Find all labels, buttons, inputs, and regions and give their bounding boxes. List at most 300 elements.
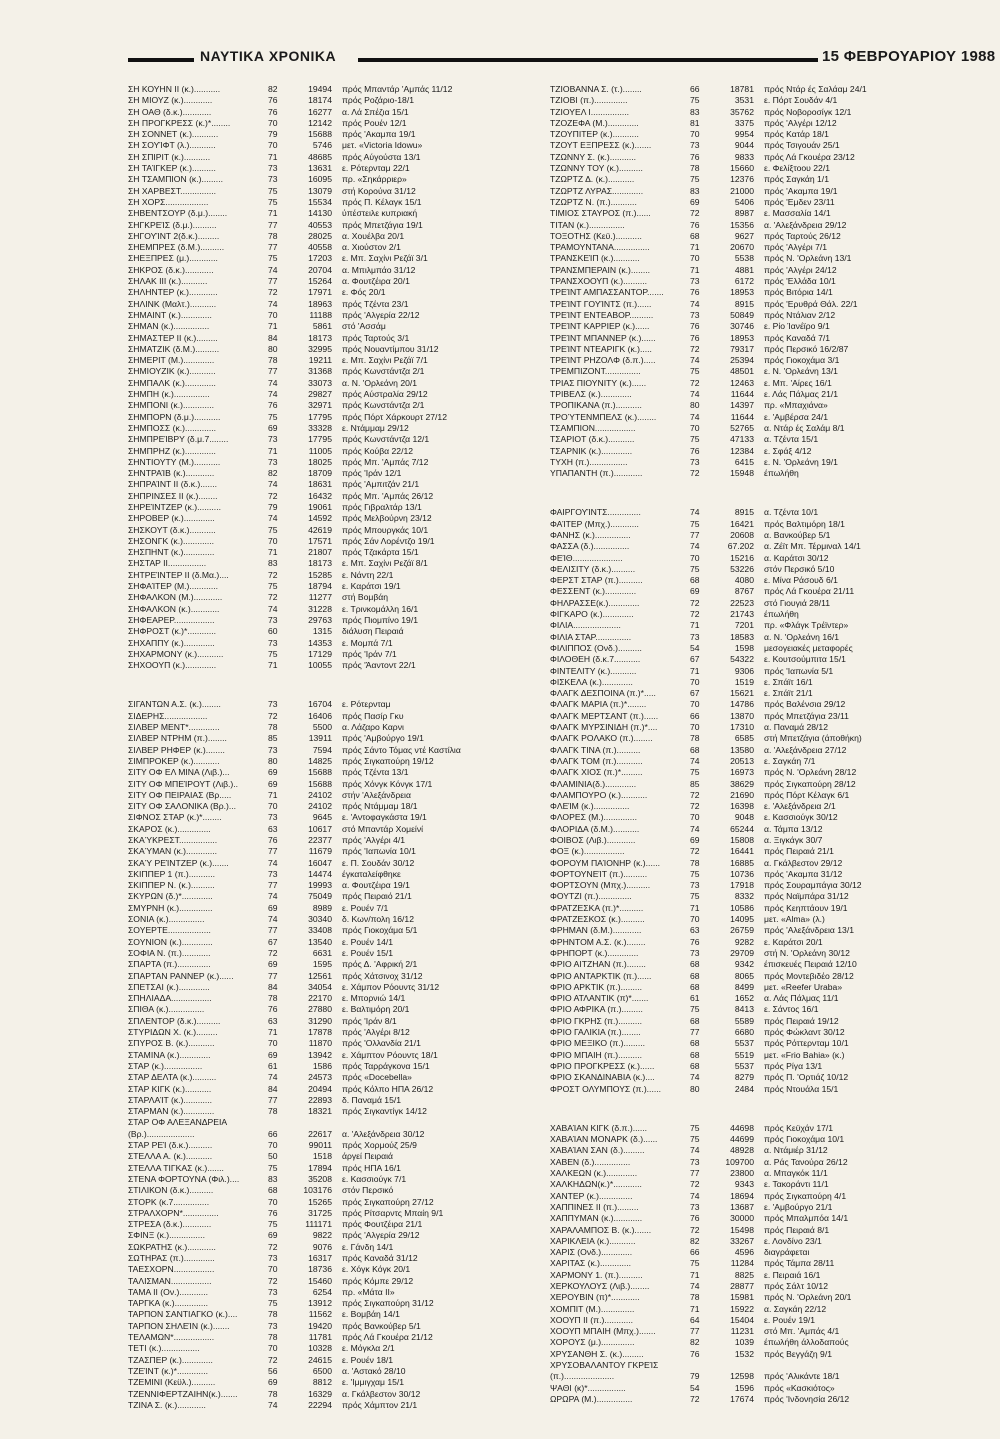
ship-row <box>128 722 528 733</box>
tonnage: 15621 <box>730 688 754 699</box>
ship-name: ΧΑΒΑΊΑΝ ΜΟΝΑΡΚ (δ.)...... <box>550 1134 658 1145</box>
build-year: 75 <box>268 253 278 264</box>
ship-name: ΦΡΙΟ ΑΙΤΖΗΑΝ (π.)........ <box>550 959 646 970</box>
ship-row <box>550 265 950 276</box>
ship-row <box>128 242 528 253</box>
ship-row <box>550 756 950 767</box>
tonnage: 5537 <box>734 1038 754 1049</box>
ship-status: πρός Σουραμπάγια 30/12 <box>764 880 862 891</box>
ship-status: πρ. «Μπαχιάνα» <box>764 400 828 411</box>
ship-row <box>128 479 528 490</box>
ship-row <box>128 1151 528 1162</box>
ship-status: πρός Φουτζέιρα 21/1 <box>342 1219 423 1230</box>
ship-status: ε. 'Αλεξάνδρεια 2/1 <box>764 801 836 812</box>
ship-name: ΣΗ ΧΑΡΒΕΣΤ............... <box>128 185 216 196</box>
ship-status: πρός Μπετζάγια 19/1 <box>342 219 423 230</box>
ship-row <box>550 321 950 332</box>
build-year: 73 <box>690 631 700 642</box>
ship-row <box>550 310 950 321</box>
ship-status: πρός Κόλπο ΗΠΑ 26/12 <box>342 1083 434 1094</box>
ship-row <box>550 118 950 129</box>
tonnage: 19993 <box>308 880 332 891</box>
ship-name: ΦΙΣΚΕΛΑ (κ.)............. <box>550 676 633 687</box>
ship-status: πρός Βεγγάζη 9/1 <box>764 1348 832 1359</box>
ship-name: ΦΡΗΝΤΟΜ Α.Σ. (κ.)........ <box>550 936 646 947</box>
ship-status: ε. Χόγκ Κόγκ 20/1 <box>342 1264 411 1275</box>
tonnage: 17203 <box>308 253 332 264</box>
ship-status: πρός 'Αλεξάνδρεια 13/1 <box>764 925 855 936</box>
ship-row <box>550 107 950 118</box>
tonnage: 11679 <box>308 846 332 857</box>
ship-row <box>550 344 950 355</box>
ship-row <box>550 846 950 857</box>
ship-row <box>550 412 950 423</box>
ship-name: ΣΗΜΠΗ (κ.)............... <box>128 389 210 400</box>
build-year: 77 <box>268 925 278 936</box>
ship-name: ΤΕΛΑΜΩΝ*................. <box>128 1332 215 1343</box>
tonnage: 5519 <box>734 1049 754 1060</box>
build-year: 63 <box>268 823 278 834</box>
ship-status: πρός Ρίτσαρντς Μπαίη 9/1 <box>342 1207 444 1218</box>
build-year: 69 <box>268 1377 278 1388</box>
tonnage: 15981 <box>730 1292 754 1303</box>
ship-row <box>550 1123 950 1134</box>
ship-name: ΣΚΥΡΩΝ (δ.)*............. <box>128 891 213 902</box>
ship-name: ΦΟΡΟΥΜ ΠΑΊΟΝΗΡ (κ.)...... <box>550 857 660 868</box>
build-year: 76 <box>690 151 700 162</box>
build-year: 66 <box>690 84 700 94</box>
tonnage: 8767 <box>734 586 754 597</box>
tonnage: 17971 <box>308 287 332 298</box>
ship-row <box>550 140 950 151</box>
ship-status: πρός Σιγκαπούρη 28/12 <box>764 778 856 789</box>
ship-name: ΣΗΛΗΝΤΕΡ (κ.)............ <box>128 287 218 298</box>
tonnage: 4596 <box>734 1247 754 1258</box>
tonnage: 19494 <box>308 84 332 94</box>
ship-status: άργεί Πειραιά <box>342 1151 393 1162</box>
ship-name: ΤΡΙΒΕΛΣ (κ.)............. <box>550 389 632 400</box>
ship-row <box>550 1360 950 1371</box>
tonnage: 10736 <box>730 868 754 879</box>
build-year: 67 <box>268 936 278 947</box>
build-year: 72 <box>268 592 278 603</box>
build-year: 75 <box>690 1134 700 1145</box>
build-year: 68 <box>690 1038 700 1049</box>
build-year: 78 <box>268 722 278 733</box>
build-year: 54 <box>690 1382 700 1393</box>
ship-name: ΤΙΜΙΟΣ ΣΤΑΥΡΟΣ (π.)...... <box>550 208 651 219</box>
build-year: 63 <box>690 925 700 936</box>
tonnage: 11644 <box>730 389 754 400</box>
ship-name: ΣΗ ΚΟΥΗΝ ΙΙ (κ.)........... <box>128 84 221 94</box>
build-year: 77 <box>690 1168 700 1179</box>
ship-row <box>550 1292 950 1303</box>
tonnage: 22523 <box>730 597 754 608</box>
ship-status: α. Λάς Πάλμας 11/1 <box>764 993 839 1004</box>
tonnage: 17894 <box>308 1162 332 1173</box>
ship-status: πρός Κωνστάντζα 12/1 <box>342 434 430 445</box>
ship-row <box>128 1343 528 1354</box>
ship-row <box>128 1027 528 1038</box>
ship-name: ΣΗΣΚΟΥΤ (δ.κ.)........... <box>128 524 216 535</box>
ship-row <box>128 801 528 812</box>
ship-row <box>128 745 528 756</box>
ship-row <box>128 502 528 513</box>
build-year: 75 <box>268 524 278 535</box>
ship-status: πρός Σιγκαπούρη 4/1 <box>764 1190 847 1201</box>
ship-status: α. Ντάρ ές Σαλάμ 8/1 <box>764 422 845 433</box>
ship-status: ε. Νάντη 22/1 <box>342 569 394 580</box>
build-year: 71 <box>268 789 278 800</box>
ship-row <box>550 84 950 95</box>
ship-row <box>128 971 528 982</box>
ship-status: α. Φουτζέιρα 19/1 <box>342 880 410 891</box>
build-year: 74 <box>690 1280 700 1291</box>
build-year: 71 <box>268 151 278 162</box>
ship-row <box>550 937 950 948</box>
ship-row <box>128 733 528 744</box>
ship-row <box>128 858 528 869</box>
build-year: 56 <box>268 1365 278 1376</box>
ship-status: πρός 'Ελλάδα 10/1 <box>764 276 836 287</box>
ship-row <box>128 344 528 355</box>
ship-row <box>550 1304 950 1315</box>
ship-row <box>128 869 528 880</box>
ship-name: ΩΡΩΡΑ (Μ.)............... <box>550 1393 633 1404</box>
ship-name: ΧΑΠΠΙΝΕΣ ΙΙ (π.)......... <box>550 1201 639 1212</box>
tonnage: 16704 <box>308 699 332 710</box>
tonnage: 8915 <box>734 298 754 309</box>
ship-status: πρός Κεηπτάουν 19/1 <box>764 902 848 913</box>
ship-name: ΣΚΑΎΜΑΝ (κ.)............. <box>128 846 218 857</box>
build-year: 71 <box>268 547 278 558</box>
ship-name: ΧΟΟΥΠ ΜΠΑΙΗ (Μπχ.)....... <box>550 1326 656 1337</box>
ship-status: ε. Χάμπον Ρόουντς 31/12 <box>342 981 440 992</box>
ship-name: ΣΤΡΕΣΑ (δ.κ.)............ <box>128 1219 212 1230</box>
ship-status: πρός Πόρτ Κέλαγκ 6/1 <box>764 789 850 800</box>
build-year <box>690 1360 716 1371</box>
build-year: 76 <box>268 1207 278 1218</box>
build-year: 72 <box>268 569 278 580</box>
ship-row <box>550 1236 950 1247</box>
build-year: 76 <box>690 1213 700 1224</box>
ship-row <box>128 129 528 140</box>
ship-row <box>128 982 528 993</box>
build-year: 72 <box>268 1275 278 1286</box>
ship-row <box>550 1145 950 1156</box>
ship-row <box>550 1337 950 1348</box>
ship-row <box>128 1061 528 1072</box>
tonnage: 16441 <box>730 846 754 857</box>
tonnage: 26759 <box>730 925 754 936</box>
tonnage: 9645 <box>312 812 332 823</box>
build-year: 75 <box>690 174 700 185</box>
tonnage <box>294 1117 342 1128</box>
ship-name: ΣΗΜΑΝ (κ.)............... <box>128 321 210 332</box>
build-year: 73 <box>690 947 700 958</box>
ship-status: πρός Ν. 'Ορλεάνη 28/12 <box>764 767 857 778</box>
ship-row <box>550 287 950 298</box>
ship-name: ΧΑΝΤΕΡ (κ.).............. <box>550 1190 633 1201</box>
build-year: 71 <box>690 902 700 913</box>
build-year: 72 <box>268 1241 278 1252</box>
ship-status: πρός Μπετζάγια 23/11 <box>764 710 849 721</box>
ship-row <box>128 163 528 174</box>
ship-name: ΤΖΟΥΠΙΤΕΡ (κ.)........... <box>550 129 639 140</box>
build-year: 76 <box>690 936 700 947</box>
tonnage: 14130 <box>308 208 332 219</box>
tonnage: 1518 <box>312 1151 332 1162</box>
ship-row <box>128 1309 528 1320</box>
ship-name: ΣΗΦΕΑΡΕΡ................. <box>128 614 215 625</box>
tonnage: 44699 <box>730 1134 754 1145</box>
tonnage: 16432 <box>308 490 332 501</box>
left-column <box>128 84 528 1439</box>
ship-name: ΦΛΑΓΚ ΧΙΟΣ (π.)*......... <box>550 767 643 778</box>
ship-row <box>550 1225 950 1236</box>
build-year: 75 <box>690 891 700 902</box>
build-year: 64 <box>690 1314 700 1325</box>
ship-name: ΤΑΕΣΧΟΡΝ................. <box>128 1264 215 1275</box>
tonnage: 8413 <box>734 1004 754 1015</box>
tonnage: 30340 <box>308 914 332 925</box>
build-year: 75 <box>690 767 700 778</box>
build-year: 74 <box>268 298 278 309</box>
ship-status: ε. Λονδίνο 23/1 <box>764 1235 822 1246</box>
tonnage: 1586 <box>312 1060 332 1071</box>
ship-status: ύπέστειλε κυπριακή <box>342 208 418 219</box>
ship-name: ΣΗΠΡΑΊΝΤ ΙΙ (δ.κ.)....... <box>128 479 217 490</box>
ship-name: ΤΖΙΟΥΕΛ Ι................ <box>550 106 630 117</box>
ship-name: ΣΗΓΟΥΊΝΤ 2(δ.κ.)......... <box>128 230 220 241</box>
ship-row <box>128 152 528 163</box>
ship-row <box>550 423 950 434</box>
page-header <box>0 0 1000 80</box>
build-year: 68 <box>690 1060 700 1071</box>
tonnage: 12463 <box>730 377 754 388</box>
tonnage: 15265 <box>308 1196 332 1207</box>
tonnage: 20513 <box>730 755 754 766</box>
ship-status: ε. Ντάμμαμ 29/12 <box>342 422 409 433</box>
build-year: 71 <box>690 620 700 631</box>
ship-name: ΧΑΡΙΣ (Ονδ.)............. <box>550 1247 633 1258</box>
ship-status: πρός Μπ. 'Αμπάς 26/12 <box>342 490 434 501</box>
ship-row <box>550 858 950 869</box>
ship-name: ΦΛΟΡΙΔΑ (δ.Μ.)........... <box>550 823 640 834</box>
build-year: 75 <box>268 648 278 659</box>
ship-status: α. 'Αλεξάνδρεια 29/12 <box>764 219 847 230</box>
ship-status: α. Λά Σπέζια 15/1 <box>342 106 409 117</box>
ship-row <box>550 1383 950 1394</box>
build-year: 67 <box>690 654 700 665</box>
ship-name: ΤΖΙΟΒΑΝΝΑ Σ. (τ.)........ <box>550 84 642 94</box>
tonnage: 14353 <box>308 637 332 648</box>
tonnage: 30746 <box>730 321 754 332</box>
tonnage: 28877 <box>730 1280 754 1291</box>
ship-status: πρός Ρουέν 12/1 <box>342 117 407 128</box>
ship-row <box>128 880 528 891</box>
ship-status: πρός 'Ιαπωνία 5/1 <box>764 665 834 676</box>
tonnage: 47133 <box>730 434 754 445</box>
tonnage: 18321 <box>308 1106 332 1117</box>
ship-status: πρός Λά Γκουέρα 21/12 <box>342 1332 433 1343</box>
ship-status: πρός Δ. 'Αφρική 2/1 <box>342 959 418 970</box>
ship-row <box>550 925 950 936</box>
build-year: 73 <box>690 880 700 891</box>
ship-row <box>128 835 528 846</box>
build-year: 73 <box>268 1286 278 1297</box>
ship-row <box>128 208 528 219</box>
build-year: 71 <box>690 665 700 676</box>
ship-row <box>128 1230 528 1241</box>
ship-row <box>128 891 528 902</box>
build-year: 78 <box>268 1309 278 1320</box>
build-year: 68 <box>690 981 700 992</box>
ship-name: ΣΗΜΠΟΝΙ (κ.)............. <box>128 400 214 411</box>
build-year: 84 <box>268 981 278 992</box>
ship-status: μετ. «Reefer Uraba» <box>764 981 843 992</box>
build-year: 78 <box>268 355 278 366</box>
ship-name: ΦΕΣΣΕΝΤ (κ.)............. <box>550 586 637 597</box>
ship-name: ΤΖΕΜΙΝΙ (Κεϋλ.).......... <box>128 1377 216 1388</box>
ship-status: πρός Πειραιά 8/1 <box>764 1224 830 1235</box>
ship-row <box>128 1050 528 1061</box>
tonnage: 8825 <box>734 1269 754 1280</box>
tonnage: 9833 <box>734 151 754 162</box>
ship-status: α. Μπιλμπάο 31/12 <box>342 264 416 275</box>
ship-status: α. Τζέντα 10/1 <box>764 507 819 518</box>
ship-row <box>128 400 528 411</box>
ship-status: πρός 'Αλγέρι 12/12 <box>764 117 837 128</box>
ship-row <box>128 767 528 778</box>
tonnage: 9076 <box>312 1241 332 1252</box>
tonnage: 22617 <box>308 1128 332 1139</box>
ship-status: πρός ΗΠΑ 16/1 <box>342 1162 401 1173</box>
build-year: 74 <box>268 479 278 490</box>
tonnage: 18583 <box>730 631 754 642</box>
ship-status: πρός Αύστραλία 29/12 <box>342 389 428 400</box>
ship-row <box>128 1004 528 1015</box>
tonnage: 4080 <box>734 575 754 586</box>
ship-row <box>550 197 950 208</box>
build-year: 66 <box>690 1247 700 1258</box>
ship-name: ΧΑΡΙΤΑΣ (κ.)............. <box>550 1258 632 1269</box>
tonnage: 20608 <box>730 529 754 540</box>
ship-status: πρός 'Ιαπωνία 10/1 <box>342 846 416 857</box>
ship-row <box>128 903 528 914</box>
ship-name: ΣΦΙΝΞ (κ.)............... <box>128 1230 205 1241</box>
ship-row <box>550 276 950 287</box>
ship-name: ΣΗΣΤΑΡ ΙΙ................ <box>128 558 207 569</box>
ship-row <box>128 638 528 649</box>
ship-row <box>128 1298 528 1309</box>
tonnage: 17674 <box>730 1393 754 1404</box>
ship-row <box>550 1270 950 1281</box>
ship-row <box>128 581 528 592</box>
ship-status: ε. Μπ. Σαχίνι Ρεζάϊ 7/1 <box>342 355 428 366</box>
ship-name: ΤΡΙΑΣ ΠΙΟΥΝΙΤΥ (κ.)...... <box>550 377 647 388</box>
ship-name: ΤΑΛΙΣΜΑΝ................. <box>128 1275 212 1286</box>
ship-status: πρός Μπαντάρ 'Αμπάς 11/12 <box>342 84 453 94</box>
tonnage: 21690 <box>730 789 754 800</box>
ship-status: ε. Φός 20/1 <box>342 287 386 298</box>
tonnage: 53226 <box>730 563 754 574</box>
ship-name: ΣΟΥΝΙΟΝ (κ.)............. <box>128 936 213 947</box>
ship-status: πρ. «Μάτα ΙΙ» <box>342 1286 395 1297</box>
ship-status: ε. Ν. 'Ορλεάνη 19/1 <box>764 456 838 467</box>
ship-status: ε. Κασσιούγκ 7/1 <box>342 1173 407 1184</box>
ship-status: πρός Πασίρ Γκυ <box>342 710 404 721</box>
ship-name: ΣΗΜΑΙΝΤ (κ.)............. <box>128 309 212 320</box>
ship-status: πρός 'Ολλανδία 21/1 <box>342 1038 421 1049</box>
ship-status: α. Τάμπα 13/12 <box>764 823 823 834</box>
tonnage: 18173 <box>308 558 332 569</box>
ship-name: ΦΛΑΓΚ ΡΟΛΑΚΟ (π.)........ <box>550 733 653 744</box>
ship-name: ΦΡΙΟ ΜΕΞΙΚΟ (π.)......... <box>550 1038 645 1049</box>
ship-name: ΣΗΧΑΠΠΥ (κ.)............. <box>128 637 215 648</box>
ship-row <box>550 1247 950 1258</box>
build-year: 68 <box>690 1015 700 1026</box>
ship-name: ΦΛΑΓΚ ΤΙΝΑ (π.).......... <box>550 744 641 755</box>
ship-name: ΣΗΜΑΤΖΙΚ (δ.Μ.).......... <box>128 343 220 354</box>
ship-name: ΣΗΦΑΛΚΟΝ (Μ.)............ <box>128 592 223 603</box>
ship-row <box>128 1174 528 1185</box>
ship-name: ΦΡΙΟ ΑΤΛΑΝΤΙΚ (π)*....... <box>550 993 649 1004</box>
tonnage: 13580 <box>730 744 754 755</box>
ship-status: πρός Ροζάριο-18/1 <box>342 95 414 106</box>
ship-name: ΣΗ ΤΑΊΓΚΕΡ (κ.).......... <box>128 163 216 174</box>
tonnage: 18736 <box>308 1264 332 1275</box>
ship-row <box>128 118 528 129</box>
ship-name: ΣΚΙΠΠΕΡ 1 (π.)........... <box>128 868 216 879</box>
ship-row <box>550 1084 950 1095</box>
build-year: 75 <box>690 1122 700 1133</box>
ship-row <box>128 937 528 948</box>
ship-name: ΤΡΑΝΣΧΟΟΥΠ (κ.).......... <box>550 276 648 287</box>
tonnage: 13540 <box>308 936 332 947</box>
ship-name: ΤΡΑΝΣΜΠΕΡΑΙΝ (κ.)........ <box>550 264 651 275</box>
ship-status: ε. Π. Σουδάν 30/12 <box>342 857 415 868</box>
ship-name: ΧΑΡΑΛΑΜΠΟΣ Β. (κ.)....... <box>550 1224 652 1235</box>
ship-name: ΦΛΟΡΕΣ (Μ.).............. <box>550 812 637 823</box>
tonnage: 18953 <box>730 287 754 298</box>
ship-row <box>550 779 950 790</box>
ship-name: ΣΗΝΤΡΑΊΒ (κ.)............ <box>128 468 215 479</box>
ship-name: ΣΠΗΛΙΑΔΑ................. <box>128 993 212 1004</box>
build-year: 70 <box>268 535 278 546</box>
ship-name: ΧΑΠΠΥΜΑΝ (κ.)............ <box>550 1213 643 1224</box>
ship-row <box>550 1072 950 1083</box>
ship-name: ΦΟΥΤΖΙ (π.).............. <box>550 891 632 902</box>
build-year: 74 <box>690 298 700 309</box>
ship-status: ε. Σπάϊτ 16/1 <box>764 676 813 687</box>
ship-name: ΣΚΑΎ ΡΕΊΝΤΖΕΡ (κ.)....... <box>128 857 229 868</box>
ship-name: ΣΗ ΣΟΝΝΕΤ (κ.)........... <box>128 129 219 140</box>
ship-name: ΦΑΊΤΕΡ (Μπχ.)............ <box>550 518 639 529</box>
build-year: 70 <box>268 117 278 128</box>
ship-status: πρός Ν. 'Ορλεάνη 13/1 <box>764 253 852 264</box>
ship-status: ε. 'Αντοφαγκάστα 19/1 <box>342 812 427 823</box>
ship-name: ΣΤΑΡ ΟΦ ΑΛΕΞΑΝΔΡΕΙΑ <box>128 1117 228 1128</box>
build-year: 74 <box>690 823 700 834</box>
tonnage: 31290 <box>308 1015 332 1026</box>
tonnage: 6500 <box>312 1365 332 1376</box>
ship-status <box>764 1360 944 1371</box>
ship-status: πρός Τζέντα 13/1 <box>342 767 409 778</box>
ship-status: έγκαταλείφθηκε <box>342 868 401 879</box>
ship-status: ε. Μπορνιώ 14/1 <box>342 993 406 1004</box>
ship-name: ΣΗΓΚΡΕΊΣ (δ.μ.).......... <box>128 219 217 230</box>
